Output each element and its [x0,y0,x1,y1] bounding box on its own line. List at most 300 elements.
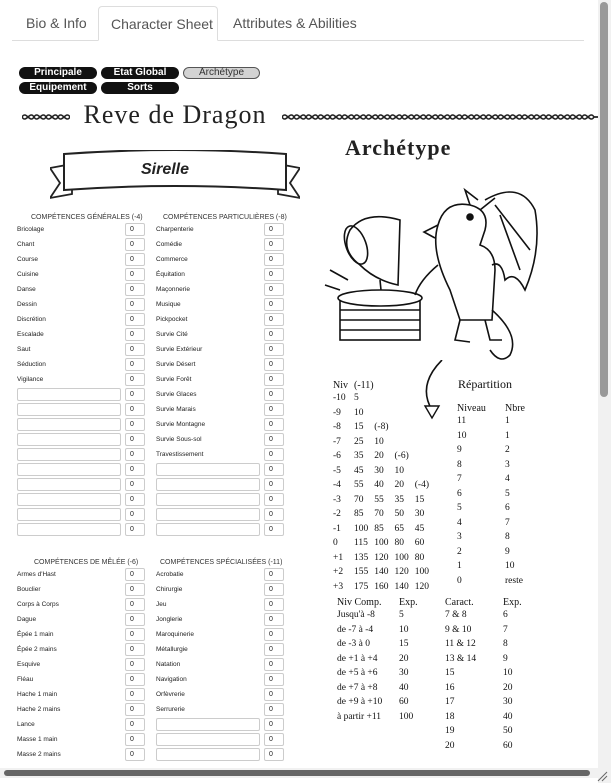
table-cell: de +1 à +4 [337,653,378,664]
custom-skill-name-input[interactable] [17,478,121,491]
table-cell: de +7 à +8 [337,682,378,693]
caracteristic-xp-table [442,597,525,753]
skill-label: Charpenterie [156,226,194,233]
table-cell: -6 [333,451,341,462]
skill-value-input[interactable]: 0 [264,238,284,251]
specialized-skill-row [156,613,286,627]
horizontal-scrollbar-thumb[interactable] [4,770,590,776]
table-cell: 6 [457,488,462,499]
custom-skill-name-input[interactable] [17,523,121,536]
particular-skill-row [156,343,286,357]
skill-value-input[interactable]: 0 [125,418,145,431]
table-cell: 10 [354,407,364,418]
table-cell: 7 [457,474,462,485]
niv-row [330,435,432,450]
skill-value-input[interactable]: 0 [264,568,284,581]
niv-row [330,507,432,522]
skill-label: Survie Glaces [156,391,197,398]
table-cell: -8 [333,422,341,433]
table-cell: 20 [374,451,384,462]
custom-skill-name-input[interactable] [156,478,260,491]
custom-skill-name-input[interactable] [17,508,121,521]
skill-value-input[interactable]: 0 [264,313,284,326]
vertical-scrollbar-thumb[interactable] [600,2,608,397]
skill-value-input[interactable]: 0 [125,583,145,596]
custom-skill-name-input[interactable] [156,508,260,521]
table-cell: 9 [503,653,508,664]
skill-label: Hache 1 main [17,691,58,698]
particular-skill-row [156,328,286,342]
table-cell: 50 [394,509,404,520]
comp-exp-header: Exp. [399,597,418,608]
skill-value-input[interactable]: 0 [125,688,145,701]
skill-value-input[interactable]: 0 [125,238,145,251]
table-cell: 15 [354,422,364,433]
skill-value-input[interactable]: 0 [125,358,145,371]
niv-row [330,391,432,406]
particular-skill-row [156,448,286,462]
table-cell: 4 [505,474,510,485]
melee-skill-row [17,688,147,702]
custom-skill-name-input[interactable] [156,748,260,761]
table-cell: 120 [414,581,429,592]
tab-character-sheet[interactable]: Character Sheet [98,6,218,41]
niv-row [330,406,432,421]
skill-value-input[interactable]: 0 [125,508,145,521]
comp-row [334,681,421,696]
skill-label: Travestissement [156,451,204,458]
melee-skill-row [17,718,147,732]
table-cell: 15 [445,668,455,679]
table-cell [392,391,412,406]
table-cell: 55 [374,494,384,505]
sorts-button[interactable]: Sorts [101,82,179,94]
niv-row [330,551,432,566]
table-cell: 40 [399,682,409,693]
skill-value-input[interactable]: 0 [125,388,145,401]
skill-label: Hache 2 mains [17,706,61,713]
table-cell: 120 [394,567,409,578]
melee-skill-row [17,748,147,762]
table-cell: 10 [503,668,513,679]
vertical-scrollbar[interactable] [598,0,611,783]
table-cell: 70 [374,509,384,520]
skill-value-input[interactable]: 0 [264,268,284,281]
niv-row [330,536,432,551]
skill-value-input[interactable]: 0 [264,433,284,446]
general-skill-row [17,283,147,297]
skill-value-input[interactable]: 0 [125,343,145,356]
table-cell [412,406,432,421]
comp-row [334,623,421,638]
skill-value-input[interactable]: 0 [264,718,284,731]
skill-value-input[interactable]: 0 [264,688,284,701]
general-skill-row [17,238,147,252]
skill-label: Masse 1 main [17,736,58,743]
horizontal-scrollbar[interactable] [0,768,598,778]
skill-value-input[interactable]: 0 [125,283,145,296]
skill-label: Course [17,256,38,263]
comp-row [334,666,421,681]
skill-label: Dague [17,616,37,623]
skill-label: Pickpocket [156,316,188,323]
table-cell: -1 [333,523,341,534]
skill-value-input[interactable]: 0 [264,358,284,371]
general-skill-row [17,403,147,417]
table-cell: 15 [414,494,425,505]
skill-value-input[interactable]: 0 [125,253,145,266]
table-cell: 100 [414,567,429,578]
skill-value-input[interactable]: 0 [264,598,284,611]
general-skill-row [17,478,147,492]
table-cell: 60 [414,538,425,549]
table-cell: 3 [505,459,510,470]
repartition-row [454,530,528,545]
table-cell: 10 [374,436,384,447]
skill-value-input[interactable]: 0 [125,313,145,326]
table-cell: (-4) [414,480,429,491]
custom-skill-name-input[interactable] [17,448,121,461]
skill-label: Bouclier [17,586,41,593]
custom-skill-name-input[interactable] [156,493,260,506]
table-cell [371,391,391,406]
skill-label: Jonglerie [156,616,183,623]
skill-label: Escalade [17,331,44,338]
carac-row [442,637,525,652]
skill-value-input[interactable]: 0 [264,673,284,686]
specialized-skill-row [156,628,286,642]
resize-grip-icon[interactable] [596,770,608,782]
table-cell: à partir +11 [337,711,382,722]
table-cell: 30 [414,509,425,520]
repartition-row [454,516,528,531]
table-cell: 25 [354,436,364,447]
rope-ornament-right [282,110,600,124]
skill-label: Fléau [17,676,34,683]
melee-skill-row [17,703,147,717]
carac-header: Caract. [445,597,474,608]
table-cell: -10 [333,393,346,404]
etat-global-button[interactable]: Etat Global [101,67,179,79]
table-cell: 155 [354,567,369,578]
skill-value-input[interactable]: 0 [125,628,145,641]
particular-skill-row [156,298,286,312]
skill-value-input[interactable]: 0 [125,523,145,536]
melee-skills-header: COMPÉTENCES DE MÊLÉE (-6) [34,559,139,566]
skill-label: Commerce [156,256,188,263]
general-skill-row [17,463,147,477]
table-cell: 140 [394,581,409,592]
particular-skill-row [156,403,286,417]
skill-value-input[interactable]: 0 [264,508,284,521]
rope-ornament-left [22,110,70,124]
niv-row [330,522,432,537]
skill-value-input[interactable]: 0 [264,403,284,416]
tab-attributes-abilities[interactable]: Attributes & Abilities [233,15,357,31]
custom-skill-name-input[interactable] [156,463,260,476]
melee-skill-row [17,613,147,627]
skill-value-input[interactable]: 0 [125,718,145,731]
general-skill-row [17,523,147,537]
particular-skill-row [156,223,286,237]
table-cell: +2 [333,567,344,578]
table-cell: 5 [505,488,510,499]
table-cell: 135 [354,552,369,563]
skill-value-input[interactable]: 0 [264,448,284,461]
skill-value-input[interactable]: 0 [264,583,284,596]
skill-value-input[interactable]: 0 [264,223,284,236]
comp-row [334,710,421,725]
general-skill-row [17,358,147,372]
skill-value-input[interactable]: 0 [125,268,145,281]
skill-label: Dessin [17,301,37,308]
archetype-title: Archétype [345,135,452,160]
skill-value-input[interactable]: 0 [264,328,284,341]
repartition-row [454,545,528,560]
melee-skill-row [17,733,147,747]
skill-value-input[interactable]: 0 [125,433,145,446]
carac-exp-header: Exp. [503,597,522,608]
table-cell: 17 [445,697,455,708]
table-cell: 65 [394,523,404,534]
skill-label: Lance [17,721,35,728]
general-skill-row [17,328,147,342]
repartition-row [454,574,528,589]
skill-label: Épée 1 main [17,631,54,638]
general-skill-row [17,253,147,267]
skill-value-input[interactable]: 0 [125,703,145,716]
skill-value-input[interactable]: 0 [125,223,145,236]
table-cell: -4 [333,480,341,491]
skill-value-input[interactable]: 0 [264,298,284,311]
table-cell: 20 [503,682,513,693]
skill-value-input[interactable]: 0 [125,748,145,761]
skill-value-input[interactable]: 0 [125,598,145,611]
repartition-row [454,429,528,444]
melee-skill-row [17,673,147,687]
skill-label: Bricolage [17,226,45,233]
table-cell: 8 [457,459,462,470]
skill-label: Discrétion [17,316,46,323]
table-cell: reste [505,575,523,586]
skill-value-input[interactable]: 0 [264,478,284,491]
skill-value-input[interactable]: 0 [264,658,284,671]
skill-value-input[interactable]: 0 [125,463,145,476]
table-cell: de -7 à -4 [337,624,374,635]
skill-value-input[interactable]: 0 [264,373,284,386]
skill-label: Corps à Corps [17,601,59,608]
table-cell: 1 [457,561,462,572]
tab-bar [0,0,598,40]
general-skill-row [17,343,147,357]
particular-skill-row [156,238,286,252]
skill-value-input[interactable]: 0 [125,328,145,341]
custom-skill-name-input[interactable] [156,523,260,536]
comp-row [334,695,421,710]
skill-label: Musique [156,301,181,308]
repartition-title: Répartition [458,377,512,391]
specialized-skill-row [156,583,286,597]
custom-skill-name-input[interactable] [156,718,260,731]
skill-value-input[interactable]: 0 [264,733,284,746]
custom-skill-name-input[interactable] [156,733,260,746]
particular-skill-row [156,418,286,432]
table-cell [412,449,432,464]
general-skill-row [17,418,147,432]
table-cell: 0 [457,575,462,586]
skill-value-input[interactable]: 0 [264,613,284,626]
table-cell: -9 [333,407,341,418]
comp-header: Niv Comp. [337,597,382,608]
melee-skill-row [17,643,147,657]
general-skill-row [17,508,147,522]
melee-skill-row [17,568,147,582]
skill-value-input[interactable]: 0 [125,448,145,461]
skill-value-input[interactable]: 0 [264,523,284,536]
general-skill-row [17,388,147,402]
table-cell: 85 [354,509,364,520]
comp-row [334,652,421,667]
table-cell: 20 [394,480,404,491]
skill-label: Masse 2 mains [17,751,61,758]
table-cell: 60 [503,740,513,751]
custom-skill-name-input[interactable] [17,493,121,506]
skill-value-input[interactable]: 0 [125,373,145,386]
custom-skill-name-input[interactable] [17,463,121,476]
niv-row [330,493,432,508]
skill-value-input[interactable]: 0 [125,643,145,656]
table-cell: 115 [354,538,368,549]
table-cell: 10 [505,561,515,572]
skill-label: Métallurgie [156,646,188,653]
general-skills-header: COMPÉTENCES GÉNÉRALES (-4) [31,214,143,221]
repartition-row [454,559,528,574]
comp-row [334,637,421,652]
table-cell [392,435,412,450]
skill-label: Esquive [17,661,41,668]
skill-label: Vigilance [17,376,44,383]
repartition-row [454,487,528,502]
particular-skill-row [156,508,286,522]
table-cell: 5 [354,393,359,404]
particular-skill-row [156,358,286,372]
table-cell: -7 [333,436,341,447]
table-cell: 40 [503,711,513,722]
skill-value-input[interactable]: 0 [125,568,145,581]
dragon-gramophone-illustration [320,170,545,360]
table-cell: 6 [505,503,510,514]
skill-value-input[interactable]: 0 [125,733,145,746]
table-cell: 45 [414,523,425,534]
table-cell: -3 [333,494,341,505]
table-cell: 100 [374,538,389,549]
table-cell: +3 [333,581,344,592]
skill-label: Chirurgie [156,586,183,593]
skill-label: Cuisine [17,271,39,278]
custom-skill-name-input[interactable] [17,433,121,446]
custom-skill-name-input[interactable] [17,418,121,431]
skill-value-input[interactable]: 0 [264,463,284,476]
table-cell [412,435,432,450]
general-skill-row [17,373,147,387]
particular-skill-row [156,313,286,327]
particular-skills-header: COMPÉTENCES PARTICULIÈRES (-8) [163,214,287,221]
specialized-skill-row [156,733,286,747]
table-cell [371,406,391,421]
carac-row [442,623,525,638]
equipement-button[interactable]: Equipement [19,82,97,94]
table-cell [412,464,432,479]
skill-value-input[interactable]: 0 [264,283,284,296]
table-cell: 30 [503,697,513,708]
skill-value-input[interactable]: 0 [125,613,145,626]
carac-row [442,739,525,754]
skill-value-input[interactable]: 0 [264,418,284,431]
table-cell: 100 [354,523,369,534]
table-cell: 11 [457,416,467,427]
skill-value-input[interactable]: 0 [264,388,284,401]
table-cell: 120 [374,552,389,563]
tab-bio-info[interactable]: Bio & Info [26,15,87,31]
skill-value-input[interactable]: 0 [125,493,145,506]
particular-skill-row [156,463,286,477]
skill-value-input[interactable]: 0 [264,748,284,761]
principale-button[interactable]: Principale [19,67,97,79]
custom-skill-name-input[interactable] [17,403,121,416]
skill-value-input[interactable]: 0 [125,658,145,671]
table-cell: 2 [457,546,462,557]
table-cell: de +9 à +10 [337,697,383,708]
repartition-row [454,458,528,473]
general-skill-row [17,223,147,237]
character-name: Sirelle [140,161,190,178]
table-cell: 30 [374,465,384,476]
skill-value-input[interactable]: 0 [125,673,145,686]
skill-value-input[interactable]: 0 [264,493,284,506]
table-cell: 10 [399,624,409,635]
skill-value-input[interactable]: 0 [125,478,145,491]
table-cell: 3 [457,532,462,543]
skill-value-input[interactable]: 0 [264,643,284,656]
table-cell: 16 [445,682,455,693]
skill-value-input[interactable]: 0 [264,343,284,356]
skill-value-input[interactable]: 0 [125,298,145,311]
specialized-skill-row [156,658,286,672]
page-title: Reve de Dragon [83,100,267,129]
skill-value-input[interactable]: 0 [125,403,145,416]
particular-skill-row [156,523,286,537]
skill-value-input[interactable]: 0 [264,703,284,716]
skill-label: Chant [17,241,35,248]
general-skill-row [17,448,147,462]
skill-label: Survie Montagne [156,421,206,428]
table-cell: 1 [505,430,510,441]
table-cell: 100 [394,552,409,563]
general-skill-row [17,313,147,327]
table-cell [392,406,412,421]
table-cell: 19 [445,726,455,737]
table-cell: 20 [399,653,409,664]
skill-value-input[interactable]: 0 [264,253,284,266]
carac-row [442,724,525,739]
table-cell: de -3 à 0 [337,639,370,650]
skill-label: Acrobatie [156,571,184,578]
skill-value-input[interactable]: 0 [264,628,284,641]
custom-skill-name-input[interactable] [17,388,121,401]
archetype-button[interactable]: Archétype [183,67,260,79]
table-cell: 10 [457,430,467,441]
skill-label: Survie Forêt [156,376,192,383]
